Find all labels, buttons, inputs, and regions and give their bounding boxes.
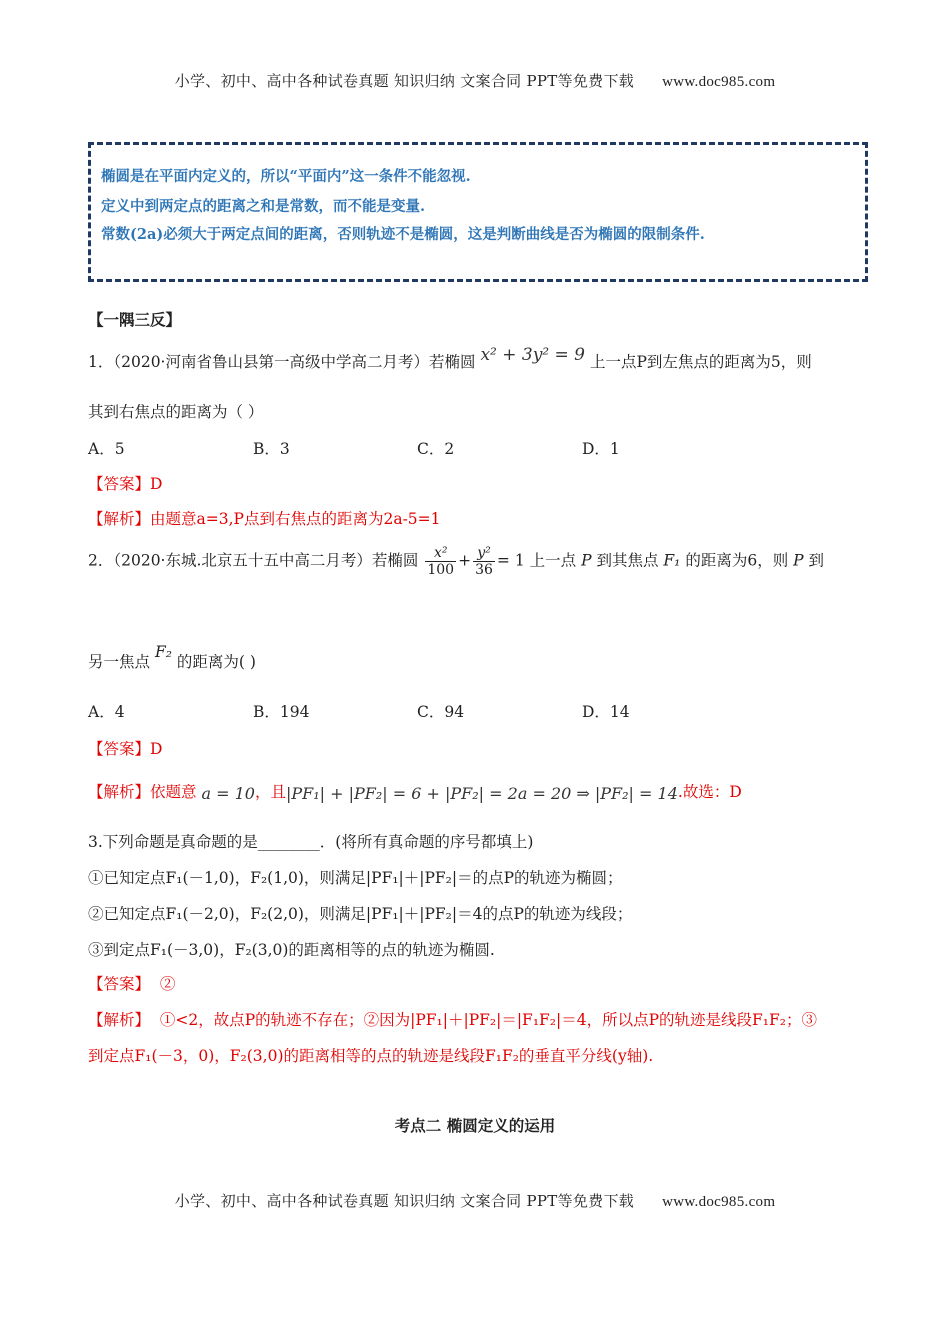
q3-analysis-line2: 到定点F₁(－3，0)，F₂(3,0)的距离相等的点的轨迹是线段F₁F₂的垂直平分线(y轴). xyxy=(88,1047,654,1065)
q2-analysis-suffix: .故选：D xyxy=(677,783,742,801)
header-url[interactable]: www.doc985.com xyxy=(662,74,776,90)
page-header xyxy=(0,70,950,91)
q2-line2 xyxy=(88,643,256,672)
q1-option-c[interactable]: C．2 xyxy=(417,440,455,458)
q2-mid1: 上一点 xyxy=(529,551,577,570)
q1-answer xyxy=(88,472,162,494)
q1-analysis-text: 由题意a=3,P点到右焦点的距离为2a-5=1 xyxy=(150,510,441,528)
footer-text: 小学、初中、高中各种试卷真题 知识归纳 文案合同 PPT等免费下载 xyxy=(174,1192,635,1210)
q2-frac2-num: y² xyxy=(473,545,495,562)
q1-line2: 其到右焦点的距离为（ ） xyxy=(88,403,264,421)
q2-f2: F₂ xyxy=(154,643,172,661)
q1-prefix: 1．（2020·河南省鲁山县第一高级中学高二月考）若椭圆 xyxy=(88,353,476,371)
q2-option-c[interactable]: C．94 xyxy=(417,703,465,721)
q3-analysis-line1: ①<2，故点P的轨迹不存在；②因为|PF₁|＋|PF₂|＝|F₁F₂|＝4，所以点P的轨迹是线段F₁F₂；③ xyxy=(159,1011,817,1029)
q2-frac1-num: x² xyxy=(425,545,456,562)
q2-p: P xyxy=(581,551,592,570)
q2-line2-suffix: 的距离为( ) xyxy=(176,653,256,671)
q1-option-b[interactable]: B．3 xyxy=(253,440,290,458)
q3-answer-label: 【答案】 xyxy=(88,975,151,993)
q2-stem: 2．（2020·东城.北京五十五中高二月考）若椭圆 $\frac{\text{x²}}{100}$ + $\frac{\text{y²}}{36}$ = 1 上一点 P 到其焦点 F₁ 的距离为6，则 P 到 xyxy=(88,545,825,578)
q3-item-3: ③到定点F₁(－3,0)，F₂(3,0)的距离相等的点的轨迹为椭圆. xyxy=(88,941,495,959)
q2-f1: F₁ xyxy=(663,551,681,570)
q3-answer xyxy=(88,972,175,994)
q3-item-1: ①已知定点F₁(－1,0)，F₂(1,0)，则满足|PF₁|＋|PF₂|＝的点P的轨迹为椭圆； xyxy=(88,869,623,887)
q1-suffix: 上一点P到左焦点的距离为5，则 xyxy=(589,353,812,371)
q2-analysis-eq2: |PF₁| + |PF₂| = 6 + |PF₂| = 2a = 20 ⇒ |PF₂| = 14 xyxy=(285,783,678,803)
note-2: 定义中到两定点的距离之和是常数，而不能是变量. xyxy=(101,198,426,215)
header-text: 小学、初中、高中各种试卷真题 知识归纳 文案合同 PPT等免费下载 xyxy=(174,72,635,90)
q2-line2-prefix: 另一焦点 xyxy=(88,653,151,671)
q1-option-d[interactable]: D．1 xyxy=(582,440,620,458)
q2-frac2 xyxy=(473,545,495,578)
q2-option-d[interactable]: D．14 xyxy=(582,703,630,721)
q1-analysis xyxy=(88,507,441,529)
q3-answer-value: ② xyxy=(159,975,176,993)
page-footer xyxy=(0,1190,950,1211)
q2-option-b[interactable]: B．194 xyxy=(253,703,310,721)
q2-mid3: 的距离为6，则 xyxy=(685,551,789,570)
q1-analysis-label: 【解析】 xyxy=(88,510,151,528)
q1-equation: x² + 3y² = 9 xyxy=(480,345,585,365)
q2-end: 到 xyxy=(808,551,825,570)
q2-frac1-den: 100 xyxy=(427,562,455,578)
note-1: 椭圆是在平面内定义的，所以“平面内”这一条件不能忽视. xyxy=(101,168,471,185)
q2-analysis xyxy=(88,780,742,803)
q2-answer xyxy=(88,737,162,759)
q3-stem: 3.下列命题是真命题的是________．(将所有真命题的序号都填上) xyxy=(88,833,534,851)
q3-item-2: ②已知定点F₁(－2,0)，F₂(2,0)，则满足|PF₁|＋|PF₂|＝4的点P的轨迹为线段； xyxy=(88,905,633,923)
q3-analysis-label: 【解析】 xyxy=(88,1011,151,1029)
section-heading: 【一隅三反】 xyxy=(88,310,182,329)
q2-analysis-label: 【解析】 xyxy=(88,783,151,801)
footer-url[interactable]: www.doc985.com xyxy=(662,1194,776,1210)
q2-analysis-mid: ，且 xyxy=(254,783,286,801)
q1-answer-label: 【答案】 xyxy=(88,475,151,493)
q3-analysis xyxy=(88,1008,817,1030)
note-3: 常数(2a)必须大于两定点间的距离，否则轨迹不是椭圆，这是判断曲线是否为椭圆的限制条件. xyxy=(101,226,705,243)
q2-p-again: P xyxy=(793,551,804,570)
q2-mid2: 到其焦点 xyxy=(596,551,659,570)
note-box xyxy=(88,142,868,282)
q2-analysis-prefix: 依题意 xyxy=(150,783,197,801)
q1-answer-value: D xyxy=(150,475,163,493)
q1-option-a[interactable]: A．5 xyxy=(88,440,125,458)
q2-answer-value: D xyxy=(150,740,163,758)
q2-answer-label: 【答案】 xyxy=(88,740,151,758)
section2-heading: 考点二 椭圆定义的运用 xyxy=(394,1116,556,1135)
q1-stem xyxy=(88,345,812,373)
q2-prefix: 2．（2020·东城.北京五十五中高二月考）若椭圆 xyxy=(88,551,419,570)
q2-analysis-eq1: a = 10 xyxy=(201,783,255,803)
q2-eq-tail: = 1 xyxy=(496,551,525,570)
q2-frac1 xyxy=(425,545,456,578)
q2-frac2-den: 36 xyxy=(475,562,493,578)
q2-option-a[interactable]: A．4 xyxy=(88,703,125,721)
